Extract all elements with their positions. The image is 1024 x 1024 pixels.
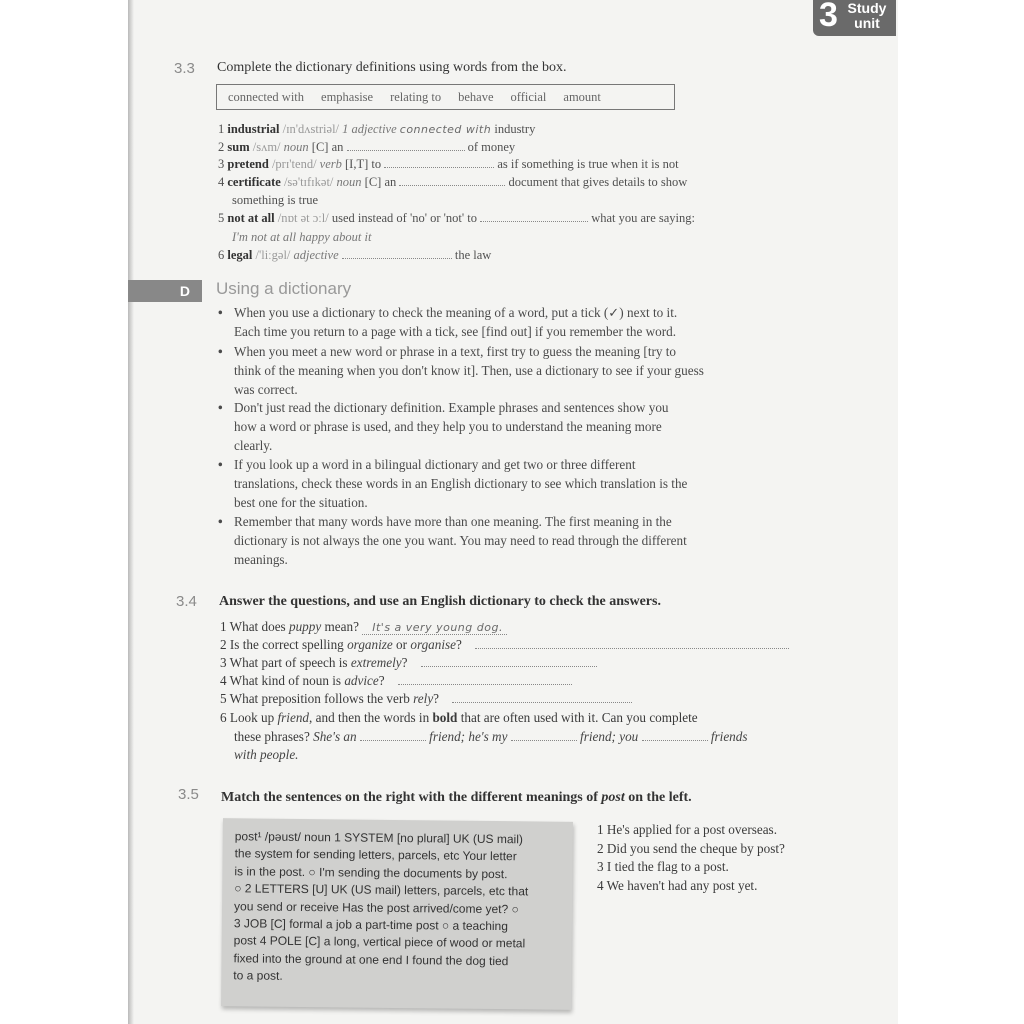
pronunciation: /nɒt ət ɔːl/ [277, 211, 329, 225]
answer-blank[interactable] [360, 730, 426, 741]
part-of-speech: adjective [293, 248, 339, 262]
definition-text: of money [467, 140, 516, 154]
question-number: 6 [220, 710, 227, 725]
bullet-icon: • [218, 514, 223, 529]
match-sentence: 2 Did you send the cheque by post? [597, 840, 785, 856]
question-text: ? [401, 655, 408, 670]
headword: pretend [227, 157, 269, 171]
bullet-icon: • [218, 344, 223, 359]
handwritten-answer: connected with [399, 123, 492, 136]
definition-item-4-continued: something is true [232, 193, 319, 207]
match-sentence: 4 We haven't had any post yet. [597, 877, 758, 893]
tip-line: translations, check these words in an English dictionary to see which translation is the [234, 476, 688, 491]
dict-line: the system for sending letters, parcels, etc Your letter [234, 846, 517, 864]
headword: certificate [227, 175, 281, 189]
tip-line: If you look up a word in a bilingual dictionary and get two or three different [234, 457, 636, 472]
question-number: 3 [220, 655, 227, 670]
part-of-speech: noun [283, 140, 309, 154]
question-4 [220, 673, 572, 689]
tip-line: think of the meaning when you don't know it]. Then, use a dictionary to see if your guess [234, 363, 704, 378]
question-number: 1 [220, 619, 227, 634]
question-term: friend [277, 710, 310, 725]
definition-item-1 [218, 122, 535, 137]
question-text: that are often used with it. Can you complete [457, 710, 698, 725]
answer-blank[interactable] [399, 175, 505, 186]
question-text: What preposition follows the verb [229, 691, 414, 706]
item-number: 5 [218, 211, 225, 225]
answer-blank[interactable] [384, 157, 494, 168]
tip-line: was correct. [234, 382, 298, 397]
exercise-3-3-number: 3.3 [174, 60, 195, 77]
question-text: ? [378, 673, 385, 688]
definition-item-3 [218, 157, 679, 172]
question-6-line-3 [234, 747, 298, 763]
usage-note: used instead of 'no' or 'not' to [331, 211, 477, 225]
answer-blank[interactable] [398, 674, 572, 685]
match-sentence: 1 He's applied for a post overseas. [597, 822, 777, 837]
question-term: puppy [288, 619, 322, 634]
question-text: mean? [321, 619, 359, 634]
tip-line: clearly. [234, 438, 273, 453]
exercise-3-4-instruction: Answer the questions, and use an English dictionary to check the answers. [219, 594, 661, 609]
answer-blank[interactable] [642, 730, 708, 741]
answer-blank[interactable] [511, 730, 577, 741]
box-word: emphasise [321, 89, 374, 104]
phrase-part: She's an [313, 729, 357, 744]
tip-bullet-5 [218, 512, 798, 569]
question-text: What part of speech is [229, 655, 351, 670]
dict-line: 3 JOB [C] formal a job a part-time post ○ a teaching [233, 916, 508, 934]
question-text: What kind of noun is [229, 673, 345, 688]
pronunciation: /'liːgəl/ [255, 248, 291, 262]
exercise-3-3-instruction: Complete the dictionary definitions using words from the box. [217, 60, 567, 75]
question-text: What does [229, 619, 289, 634]
dict-line: ○ 2 LETTERS [U] UK (US mail) letters, parcels, etc that [234, 881, 529, 899]
unit-label-line1: Study [847, 0, 887, 16]
tip-bullet-4 [218, 455, 798, 512]
headword: industrial [227, 122, 280, 136]
definition-text: what you are saying: [591, 211, 695, 225]
unit-number: 3 [819, 0, 838, 34]
definition-text: as if something is true when it is not [497, 157, 679, 171]
question-6 [220, 710, 698, 726]
question-6-line-2 [234, 729, 748, 745]
item-number: 2 [218, 140, 225, 154]
item-number: 3 [218, 157, 225, 171]
answer-blank[interactable] [452, 692, 632, 703]
headword: legal [227, 248, 253, 262]
exercise-3-4-number: 3.4 [176, 593, 197, 610]
tip-bullet-3 [218, 398, 798, 455]
answer-blank[interactable] [421, 656, 597, 667]
exercise-3-5-instruction [221, 790, 692, 806]
section-d-badge: D [128, 280, 202, 302]
dict-line: to a post. [233, 968, 283, 984]
question-text: , and then the words in [309, 710, 433, 725]
box-word: connected with [228, 89, 305, 104]
dictionary-entry-box [221, 818, 573, 1010]
question-text: or [392, 637, 411, 652]
study-unit-tab [813, 0, 896, 36]
tip-line: how a word or phrase is used, and they help you to understand the meaning more [234, 419, 662, 434]
phrase-part: with people. [234, 747, 299, 762]
question-text: ? [433, 691, 440, 706]
instruction-text: Match the sentences on the right with the different meanings of [221, 790, 602, 805]
phrase-part: friends [710, 729, 748, 744]
definition-text: industry [494, 122, 536, 136]
tip-line: meanings. [234, 552, 288, 567]
item-number: 4 [218, 175, 225, 189]
question-text: these phrases? [234, 729, 314, 744]
dict-line: fixed into the ground at one end I found the dog tied [233, 951, 509, 969]
page-gutter-shadow [128, 0, 134, 1024]
answer-blank[interactable] [475, 638, 789, 649]
unit-label-line2: unit [854, 15, 880, 31]
pronunciation: /sʌm/ [252, 140, 281, 154]
tip-line: When you meet a new word or phrase in a text, first try to guess the meaning [try to [234, 344, 677, 359]
answer-blank[interactable] [342, 248, 452, 259]
question-term: extremely [350, 655, 402, 670]
bullet-icon: • [218, 305, 223, 320]
dict-line: post¹ /pəust/ noun 1 SYSTEM [no plural] UK (US mail) [234, 829, 523, 847]
bullet-icon: • [218, 457, 223, 472]
grammar-code: [I,T] to [345, 157, 382, 171]
match-sentences-list [597, 821, 785, 895]
question-term: organise [410, 637, 457, 652]
definition-text: document that gives details to show [508, 175, 688, 189]
question-5 [220, 691, 632, 707]
example-sentence: I'm not at all happy about it [232, 230, 372, 244]
part-of-speech: noun [336, 175, 362, 189]
definition-item-5 [218, 211, 695, 226]
item-number: 1 [218, 122, 225, 136]
answer-blank[interactable] [347, 140, 465, 151]
handwritten-answer[interactable]: It's a very young dog. [362, 621, 507, 635]
dict-line: is in the post. ○ I'm sending the documents by post. [234, 864, 508, 881]
answer-blank[interactable] [480, 211, 588, 222]
word-box [216, 84, 675, 110]
match-sentence: 3 I tied the flag to a post. [597, 859, 729, 874]
question-1 [220, 619, 507, 635]
question-3 [220, 655, 597, 671]
grammar-code: [C] an [364, 175, 397, 189]
box-word: relating to [390, 89, 442, 104]
instruction-term: post [601, 790, 625, 805]
grammar-code: [C] an [311, 140, 344, 154]
question-emphasis: bold [432, 710, 458, 725]
part-of-speech: verb [319, 157, 342, 171]
question-text: Is the correct spelling [229, 637, 348, 652]
instruction-text: on the left. [624, 790, 692, 805]
question-text: Look up [229, 710, 278, 725]
question-term: advice [344, 673, 379, 688]
question-2 [220, 637, 789, 653]
item-number: 6 [218, 248, 225, 262]
phrase-part: friend; you [580, 729, 639, 744]
question-term: rely [413, 691, 434, 706]
box-word: behave [458, 89, 494, 104]
definition-text: the law [454, 248, 492, 262]
tip-line: dictionary is not always the one you want. You may need to read through the different [234, 533, 687, 548]
question-number: 5 [220, 691, 227, 706]
tip-line: When you use a dictionary to check the meaning of a word, put a tick (✓) next to it. [234, 305, 678, 320]
headword: sum [227, 140, 250, 154]
box-word: official [510, 89, 547, 104]
headword: not at all [227, 211, 275, 225]
definition-item-6 [218, 248, 491, 263]
question-number: 4 [220, 673, 227, 688]
dict-line: post 4 POLE [C] a long, vertical piece of wood or metal [233, 933, 526, 951]
question-number: 2 [220, 637, 227, 652]
tip-line: Don't just read the dictionary definition. Example phrases and sentences show you [234, 400, 669, 415]
part-of-speech: 1 adjective [342, 122, 397, 136]
question-term: organize [347, 637, 393, 652]
tip-bullet-1 [218, 303, 798, 341]
definition-item-5-example [232, 230, 371, 245]
tip-line: best one for the situation. [234, 495, 368, 510]
dict-line: you send or receive Has the post arrived/come yet? ○ [234, 898, 519, 916]
pronunciation: /prɪ'tend/ [271, 157, 317, 171]
pronunciation: /sə'tɪfɪkət/ [283, 175, 334, 189]
unit-label [845, 1, 889, 31]
pronunciation: /ɪn'dʌstriəl/ [282, 122, 340, 136]
section-d-title: Using a dictionary [216, 279, 352, 298]
bullet-icon: • [218, 400, 223, 415]
exercise-3-5-number: 3.5 [178, 786, 199, 803]
dictionary-entry-text [233, 828, 565, 988]
phrase-part: friend; he's my [429, 729, 508, 744]
tip-line: Remember that many words have more than one meaning. The first meaning in the [234, 514, 672, 529]
tip-line: Each time you return to a page with a tick, see [find out] if you remember the word. [234, 324, 677, 339]
definition-item-4 [218, 175, 687, 190]
definition-item-2 [218, 140, 515, 155]
box-word: amount [563, 89, 601, 104]
tip-bullet-2 [218, 342, 798, 399]
question-text: ? [456, 637, 462, 652]
